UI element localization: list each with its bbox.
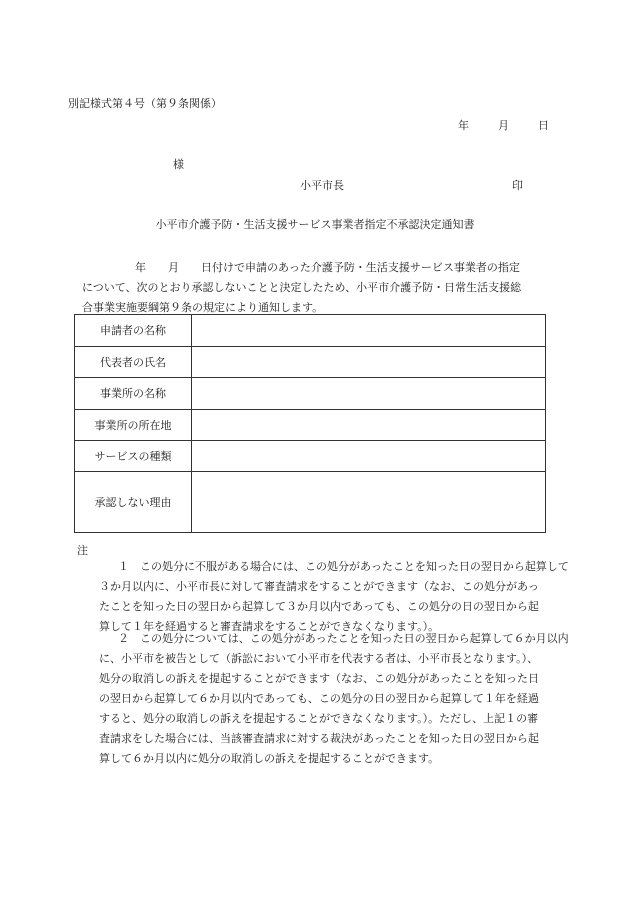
note-line: １ この処分に不服がある場合には、この処分があったことを知った日の翌日から起算して	[118, 560, 569, 573]
note-line: たことを知った日の翌日から起算して３か月以内であっても、この処分の日の翌日から起	[99, 600, 539, 613]
date-month: 月	[498, 119, 509, 132]
table-row	[75, 410, 546, 441]
note-item-1	[82, 557, 569, 637]
body-line: 合事業実施要綱第９条の規定により通知します。	[82, 301, 324, 314]
date-line	[458, 120, 549, 131]
body-line: 年 月 日付けで申請のあった介護予防・生活支援サービス事業者の指定	[135, 261, 520, 274]
seal-mark: 印	[512, 179, 523, 192]
note-line: 処分の取消しの訴えを提起することができます（なお、この処分があったことを知った日	[99, 672, 539, 685]
table-row	[75, 378, 546, 410]
row-value	[192, 315, 546, 347]
document-title: 小平市介護予防・生活支援サービス事業者指定不承認決定通知書	[155, 218, 475, 231]
note-line: 算して１年を経過すると審査請求をすることができなくなります。）。	[99, 620, 440, 633]
row-label: 代表者の氏名	[75, 347, 192, 378]
note-line: すると、処分の取消しの訴えを提起することができなくなります。）。ただし、上記１の審	[99, 712, 539, 725]
addressee-suffix: 様	[173, 158, 184, 171]
notes-heading: 注	[77, 544, 88, 557]
date-year: 年	[458, 119, 469, 132]
note-line: の翌日から起算して６か月以内であっても、この処分の日の翌日から起算して１年を経過	[99, 692, 539, 705]
row-value	[192, 347, 546, 378]
row-value	[192, 472, 546, 533]
note-line: 算して６か月以内に処分の取消しの訴えを提起することができます。	[99, 752, 440, 765]
note-line: ３か月以内に、小平市長に対して審査請求をすることができます（なお、この処分があっ	[99, 580, 539, 593]
note-item-2	[82, 629, 569, 769]
row-value	[192, 410, 546, 441]
table-row	[75, 472, 546, 533]
form-code: 別記様式第４号（第９条関係）	[68, 97, 222, 110]
row-label: 事業所の名称	[75, 378, 192, 410]
note-line: 査請求をした場合には、当該審査請求に対する裁決があったことを知った日の翌日から起	[99, 732, 539, 745]
row-value	[192, 441, 546, 472]
row-value	[192, 378, 546, 410]
row-label: 承認しない理由	[75, 472, 192, 533]
info-table	[74, 314, 546, 533]
row-label: 事業所の所在地	[75, 410, 192, 441]
issuer: 小平市長	[300, 179, 344, 192]
body-line: について、次のとおり承認しないことと決定したため、小平市介護予防・日常生活支援総	[82, 281, 522, 294]
table-row	[75, 441, 546, 472]
note-line: ２ この処分については、この処分があったことを知った日の翌日から起算して６か月以内	[118, 632, 569, 645]
table-row	[75, 347, 546, 378]
table-row	[75, 315, 546, 347]
body-paragraph	[82, 258, 557, 318]
row-label: サービスの種類	[75, 441, 192, 472]
date-day: 日	[538, 119, 549, 132]
row-label: 申請者の名称	[75, 315, 192, 347]
note-line: に、小平市を被告として（訴訟において小平市を代表する者は、小平市長となります。）、	[99, 652, 539, 665]
